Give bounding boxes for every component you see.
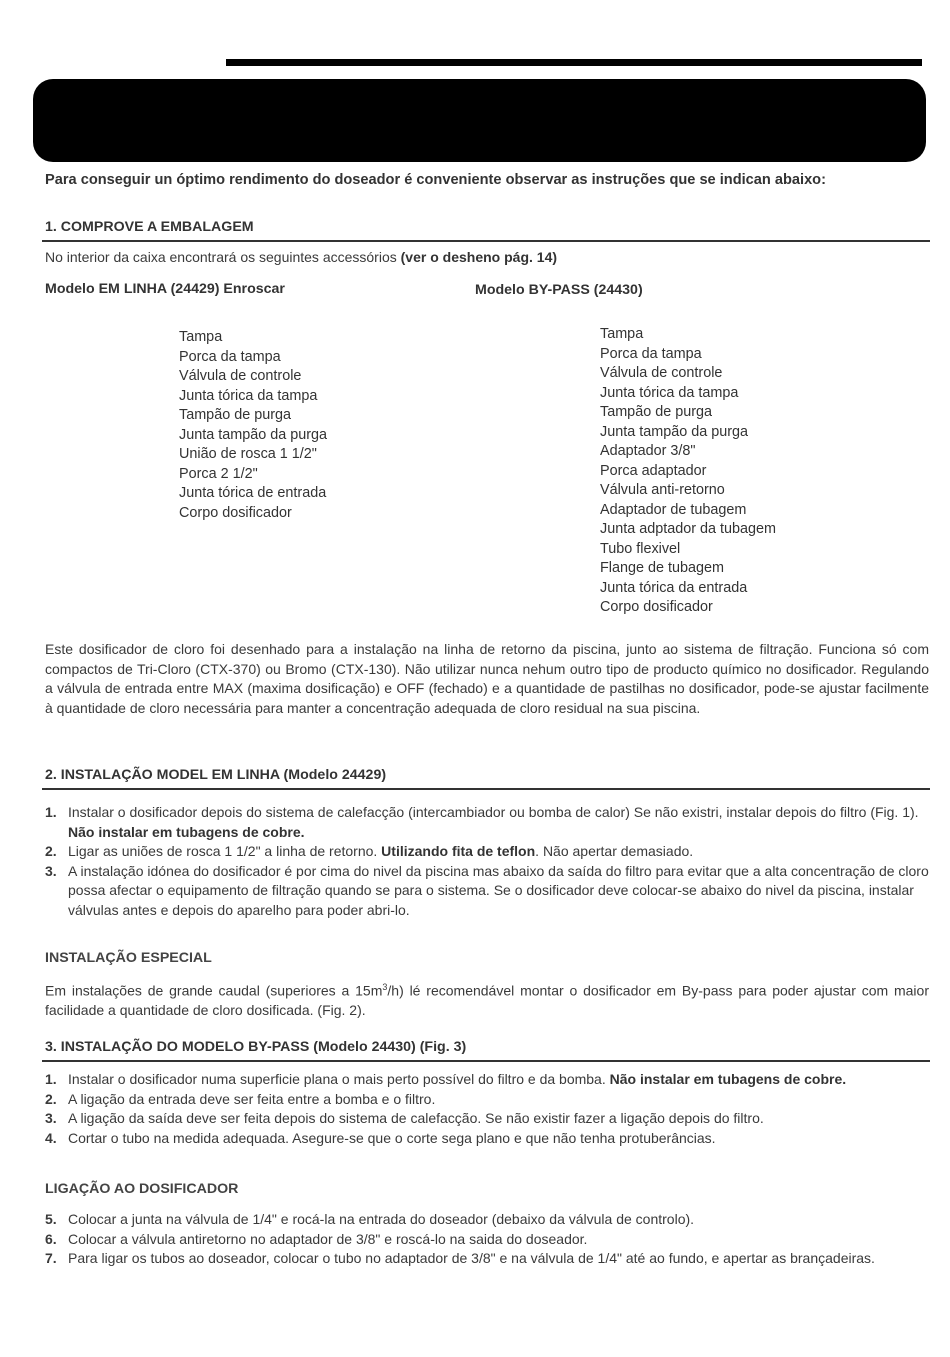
col-right-heading: Modelo BY-PASS (24430) bbox=[475, 282, 643, 298]
step-number: 4. bbox=[45, 1129, 57, 1146]
header-rule bbox=[226, 59, 922, 66]
accessories-list-right bbox=[600, 325, 776, 618]
accessory-right-item: Tampa bbox=[600, 326, 644, 342]
accessory-right-item: Válvula de controle bbox=[600, 365, 723, 381]
step-number: 1. bbox=[45, 1071, 57, 1087]
section-1-title: 1. COMPROVE A EMBALAGEM bbox=[45, 219, 254, 235]
accessory-left-item: Junta tórica de entrada bbox=[179, 485, 327, 501]
step-bold-text: Não instalar em tubagens de cobre. bbox=[68, 823, 305, 840]
step-item bbox=[45, 1070, 931, 1090]
section-3-steps bbox=[45, 1070, 931, 1148]
accessory-left-item: Corpo dosificador bbox=[179, 504, 292, 521]
accessories-list-left bbox=[179, 328, 327, 523]
step-number: 2. bbox=[45, 843, 57, 860]
step-text: Cortar o tubo na medida adequada. Asegure-se que o corte sega plano e que não tenha protuberâncias. bbox=[68, 1129, 716, 1146]
step-text: Para ligar os tubos ao doseador, colocar o tubo no adaptador de 3/8" e na válvula de 1/4" até ao fundo, e apertar as brançadeiras. bbox=[68, 1250, 875, 1267]
step-item bbox=[45, 803, 931, 842]
step-item bbox=[45, 842, 931, 862]
accessory-right-item: Junta tórica da tampa bbox=[600, 384, 739, 401]
step-bold-text: Utilizando fita de teflon bbox=[381, 843, 536, 860]
accessory-right-item: Adaptador 3/8" bbox=[600, 443, 696, 459]
connection-steps bbox=[45, 1210, 931, 1269]
special-superscript: 3 bbox=[382, 982, 388, 992]
accessory-left-item: Junta tórica da tampa bbox=[179, 387, 318, 404]
accessory-right-item: Tubo flexivel bbox=[600, 540, 681, 557]
step-number: 3. bbox=[45, 1110, 57, 1127]
step-text: A instalação idónea do dosificador é por cima do nivel da piscina mas abaixo da saída do filtro para evitar que a alta concentração de cloro possa afectar o equipamento de filtração quando se para o sistema. Se o dosificador deve colocar-se abaixo do nivel da piscina, instalar válvulas antes e depois do aparelho para poder abri-lo. bbox=[68, 862, 929, 918]
step-text: Colocar a junta na válvula de 1/4" e rocá-la na entrada do doseador (debaixo da válvula de controlo). bbox=[68, 1211, 695, 1227]
section-2-steps bbox=[45, 803, 931, 921]
accessory-left-item: Válvula de controle bbox=[179, 368, 302, 384]
special-text-after: /h) lé recomendável montar o dosificador em By-pass para poder ajustar com maior facilidade a quantidade de cloro dosificada. (Fig. 2). bbox=[45, 982, 929, 1019]
accessory-left-item: Tampão de purga bbox=[179, 407, 292, 423]
intro-text: Para conseguir un óptimo rendimento do doseador é conveniente observar as instruções que se indican abaixo: bbox=[45, 172, 826, 188]
col-left-heading: Modelo EM LINHA (24429) Enroscar bbox=[45, 281, 285, 297]
header-banner bbox=[33, 79, 926, 162]
step-text-after: . Não apertar demasiado. bbox=[535, 843, 694, 860]
accessory-left-item: Porca 2 1/2" bbox=[179, 465, 258, 482]
accessory-left-item: Junta tampão da purga bbox=[179, 426, 328, 443]
step-number: 1. bbox=[45, 804, 57, 820]
accessory-right-item: Adaptador de tubagem bbox=[600, 501, 747, 518]
accessory-right-item: Porca da tampa bbox=[600, 345, 702, 362]
accessory-right-item: Junta adptador da tubagem bbox=[600, 521, 777, 537]
step-text: A ligação da saída deve ser feita depois do sistema de calefacção. Se não existir fazer a ligação depois do filtro. bbox=[68, 1110, 764, 1127]
step-item bbox=[45, 1129, 931, 1149]
special-title: INSTALAÇÃO ESPECIAL bbox=[45, 950, 212, 966]
step-item bbox=[45, 1210, 931, 1230]
step-item bbox=[45, 1090, 931, 1110]
connection-title: LIGAÇÃO AO DOSIFICADOR bbox=[45, 1181, 239, 1197]
accessory-right-item: Tampão de purga bbox=[600, 404, 713, 420]
section-2-rule bbox=[42, 788, 930, 790]
step-text: Instalar o dosificador numa superficie plana o mais perto possível do filtro e da bomba. bbox=[68, 1071, 610, 1087]
accessory-left-item: Porca da tampa bbox=[179, 348, 281, 365]
step-text: Ligar as uniões de rosca 1 1/2" a linha de retorno. bbox=[68, 843, 382, 860]
step-number: 6. bbox=[45, 1230, 57, 1247]
accessory-right-item: Válvula anti-retorno bbox=[600, 482, 725, 498]
step-item bbox=[45, 862, 931, 921]
accessory-right-item: Porca adaptador bbox=[600, 462, 707, 479]
step-text: A ligação da entrada deve ser feita entre a bomba e o filtro. bbox=[68, 1090, 436, 1107]
step-number: 5. bbox=[45, 1211, 57, 1227]
step-text: Colocar a válvula antiretorno no adaptador de 3/8" e roscá-lo na saida do doseador. bbox=[68, 1230, 588, 1247]
special-text-before: Em instalações de grande caudal (superiores a 15m bbox=[45, 982, 383, 999]
section-3-title: 3. INSTALAÇÃO DO MODELO BY-PASS (Modelo 24430) (Fig. 3) bbox=[45, 1039, 467, 1055]
section-1-paragraph: Este dosificador de cloro foi desenhado para a instalação na linha de retorno da piscina, junto ao sistema de filtração. Funciona só com compactos de Tri-Cloro (CTX-370) ou Bromo (CTX-130). Não utilizar nunca nehum outro tipo de producto químico no dosificador. Regulando a válvula de entrada entre MAX (maxima dosificação) e OFF (fechado) e a quantidade de pastilhas no dosificador, pode-se ajustar facilmente à quantidade de cloro necessária para manter a concentração adequada de cloro residual na sua piscina. bbox=[45, 641, 929, 716]
step-number: 3. bbox=[45, 862, 57, 879]
step-text: Instalar o dosificador depois do sistema de calefacção (intercambiador ou bomba de calor) Se não existri, instalar depois do filtro (Fig. 1). bbox=[68, 804, 919, 820]
accessory-right-item: Junta tórica da entrada bbox=[600, 579, 748, 596]
special-paragraph bbox=[45, 978, 929, 1021]
step-item bbox=[45, 1109, 931, 1129]
accessory-right-item: Junta tampão da purga bbox=[600, 423, 749, 440]
section-3-rule bbox=[42, 1060, 930, 1062]
accessory-left-item: União de rosca 1 1/2" bbox=[179, 446, 317, 462]
step-number: 7. bbox=[45, 1250, 57, 1267]
step-number: 2. bbox=[45, 1090, 57, 1107]
section-2-title: 2. INSTALAÇÃO MODEL EM LINHA (Modelo 24429) bbox=[45, 767, 387, 783]
accessory-right-item: Flange de tubagem bbox=[600, 560, 725, 576]
step-item bbox=[45, 1249, 931, 1269]
section-1-text-plain: No interior da caixa encontrará os seguintes accessórios bbox=[45, 249, 401, 265]
step-item bbox=[45, 1230, 931, 1250]
step-bold-text: Não instalar em tubagens de cobre. bbox=[609, 1071, 847, 1087]
section-1-text-bold: (ver o desheno pág. 14) bbox=[400, 249, 558, 265]
accessory-right-item: Corpo dosificador bbox=[600, 599, 713, 615]
accessory-left-item: Tampa bbox=[179, 329, 223, 345]
section-1-rule bbox=[42, 240, 930, 242]
section-1-text bbox=[45, 248, 557, 268]
